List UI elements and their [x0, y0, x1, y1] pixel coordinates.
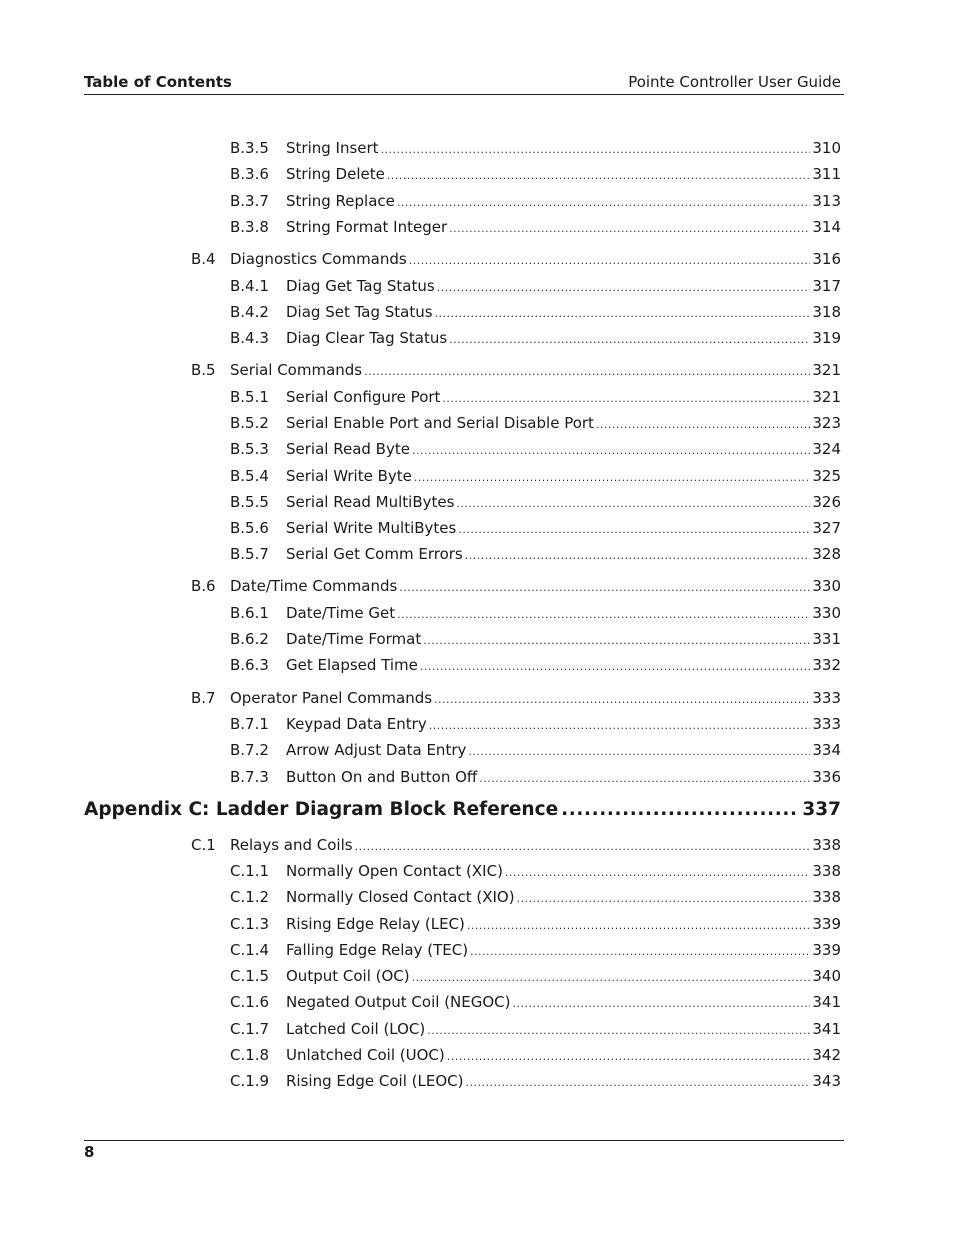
toc-entry[interactable]	[230, 886, 841, 908]
toc-entry-number: B.5	[191, 361, 216, 379]
toc-entry[interactable]	[230, 939, 841, 961]
toc-entry-number: B.7.2	[230, 741, 269, 759]
toc-entry-page: 338	[812, 862, 841, 880]
toc-entry-page: 314	[812, 218, 841, 236]
dot-leader	[449, 216, 810, 240]
toc-entry-page: 324	[812, 440, 841, 458]
toc-entry-title: Serial Write Byte	[286, 467, 412, 485]
toc-entry-page: 323	[812, 414, 841, 432]
toc-entry-number: B.6.3	[230, 656, 269, 674]
toc-entry-title: Rising Edge Relay (LEC)	[286, 915, 465, 933]
toc-entry-page: 318	[812, 303, 841, 321]
toc-entry-number: B.7.3	[230, 768, 269, 786]
toc-entry-number: B.4	[191, 250, 216, 268]
toc-entry-number: B.3.7	[230, 192, 269, 210]
toc-entry-number: C.1.7	[230, 1020, 270, 1038]
toc-entry-number: B.5.6	[230, 519, 269, 537]
dot-leader	[420, 654, 810, 678]
dot-leader	[442, 386, 810, 410]
toc-entry-number: B.6.2	[230, 630, 269, 648]
toc-entry-number: B.3.5	[230, 139, 269, 157]
toc-appendix-heading[interactable]	[84, 797, 841, 823]
toc-entry-page: 330	[812, 577, 841, 595]
toc-entry[interactable]	[230, 491, 841, 513]
toc-entry-number: C.1.4	[230, 941, 270, 959]
toc-entry-title: Serial Write MultiBytes	[286, 519, 457, 537]
dot-leader	[412, 965, 811, 989]
dot-leader	[465, 1070, 810, 1094]
toc-entry-page: 339	[812, 941, 841, 959]
toc-entry-page: 343	[812, 1072, 841, 1090]
toc-entry-number: B.3.8	[230, 218, 269, 236]
toc-entry-page: 341	[812, 993, 841, 1011]
dot-leader	[435, 301, 811, 325]
dot-leader	[355, 834, 811, 858]
toc-entry[interactable]	[230, 327, 841, 349]
toc-entry[interactable]	[230, 860, 841, 882]
toc-entry[interactable]	[230, 713, 841, 735]
toc-entry-page: 330	[812, 604, 841, 622]
toc-entry-page: 316	[812, 250, 841, 268]
toc-entry-page: 310	[812, 139, 841, 157]
toc-entry-page: 333	[812, 715, 841, 733]
toc-entry[interactable]	[191, 575, 841, 597]
toc-entry[interactable]	[191, 834, 841, 856]
toc-entry[interactable]	[230, 543, 841, 565]
dot-leader	[412, 438, 810, 462]
toc-entry-number: B.5.5	[230, 493, 269, 511]
toc-entry-page: 338	[812, 836, 841, 854]
toc-entry[interactable]	[191, 359, 841, 381]
toc-entry[interactable]	[230, 628, 841, 650]
toc-entry[interactable]	[230, 216, 841, 238]
toc-entry-page: 328	[812, 545, 841, 563]
toc-entry-page: 339	[812, 915, 841, 933]
toc-entry-title: Serial Get Comm Errors	[286, 545, 463, 563]
page-footer	[84, 1140, 844, 1161]
toc-entry[interactable]	[230, 1044, 841, 1066]
toc-entry-number: C.1.6	[230, 993, 270, 1011]
header-document-title: Pointe Controller User Guide	[628, 73, 841, 91]
dot-leader	[427, 1018, 810, 1042]
dot-leader	[409, 248, 811, 272]
dot-leader	[447, 1044, 811, 1068]
toc-entry-number: B.5.2	[230, 414, 269, 432]
toc-entry-title: Date/Time Commands	[230, 577, 398, 595]
dot-leader	[467, 913, 810, 937]
toc-entry[interactable]	[230, 517, 841, 539]
toc-entry-title: Normally Open Contact (XIC)	[286, 862, 503, 880]
toc-entry-page: 319	[812, 329, 841, 347]
toc-entry-page: 325	[812, 467, 841, 485]
appendix-title: Appendix C: Ladder Diagram Block Reference	[84, 799, 559, 820]
toc-entry[interactable]	[191, 248, 841, 270]
toc-entry-title: String Insert	[286, 139, 379, 157]
dot-leader	[561, 797, 799, 823]
dot-leader	[468, 739, 810, 763]
toc-entry-number: C.1.3	[230, 915, 270, 933]
toc-entry-title: Normally Closed Contact (XIO)	[286, 888, 515, 906]
dot-leader	[434, 687, 810, 711]
toc-entry-number: B.5.4	[230, 467, 269, 485]
toc-entry-number: B.4.1	[230, 277, 269, 295]
toc-entry-page: 313	[812, 192, 841, 210]
dot-leader	[397, 602, 810, 626]
toc-entry-number: C.1.2	[230, 888, 270, 906]
dot-leader	[456, 491, 810, 515]
toc-entry-page: 332	[812, 656, 841, 674]
toc-entry-page: 334	[812, 741, 841, 759]
toc-entry-number: C.1	[191, 836, 216, 854]
dot-leader	[517, 886, 811, 910]
toc-entry-title: Diag Set Tag Status	[286, 303, 433, 321]
toc-entry[interactable]	[230, 991, 841, 1013]
toc-entry-number: B.5.7	[230, 545, 269, 563]
toc-entry-title: Date/Time Get	[286, 604, 396, 622]
toc-entry[interactable]	[230, 1070, 841, 1092]
toc-entry-page: 336	[812, 768, 841, 786]
dot-leader	[414, 465, 811, 489]
toc-entry-page: 327	[812, 519, 841, 537]
toc-entry-title: Date/Time Format	[286, 630, 422, 648]
toc-entry-number: C.1.1	[230, 862, 270, 880]
appendix-page: 337	[802, 799, 841, 820]
toc-entry-page: 331	[812, 630, 841, 648]
toc-entry-title: Output Coil (OC)	[286, 967, 410, 985]
toc-entry-title: Button On and Button Off	[286, 768, 478, 786]
dot-leader	[387, 163, 811, 187]
toc-entry-page: 317	[812, 277, 841, 295]
dot-leader	[364, 359, 810, 383]
toc-entry-number: C.1.5	[230, 967, 270, 985]
toc-entry-title: Serial Commands	[230, 361, 363, 379]
toc-entry-number: B.4.3	[230, 329, 269, 347]
dot-leader	[429, 713, 811, 737]
dot-leader	[458, 517, 810, 541]
toc-entry-page: 333	[812, 689, 841, 707]
toc-entry[interactable]	[230, 766, 841, 788]
toc-entry[interactable]	[191, 687, 841, 709]
toc-entry-page: 342	[812, 1046, 841, 1064]
toc-entry-page: 338	[812, 888, 841, 906]
toc-entry[interactable]	[230, 190, 841, 212]
toc-entry[interactable]	[230, 301, 841, 323]
toc-entry[interactable]	[230, 913, 841, 935]
toc-entry[interactable]	[230, 412, 841, 434]
toc-entry-title: Serial Read MultiBytes	[286, 493, 455, 511]
toc-entry[interactable]	[230, 438, 841, 460]
toc-entry-number: C.1.8	[230, 1046, 270, 1064]
toc-entry-number: B.7.1	[230, 715, 269, 733]
toc-entry-title: Unlatched Coil (UOC)	[286, 1046, 445, 1064]
toc-entry-number: B.5.3	[230, 440, 269, 458]
toc-entry-title: Falling Edge Relay (TEC)	[286, 941, 469, 959]
dot-leader	[437, 275, 811, 299]
dot-leader	[479, 766, 810, 790]
toc-entry-page: 326	[812, 493, 841, 511]
dot-leader	[596, 412, 810, 436]
dot-leader	[465, 543, 811, 567]
toc-entry-title: String Delete	[286, 165, 385, 183]
toc-entry-page: 311	[812, 165, 841, 183]
toc-entry-page: 321	[812, 388, 841, 406]
toc-entry-number: C.1.9	[230, 1072, 270, 1090]
toc-entry-title: Relays and Coils	[230, 836, 353, 854]
toc-entry[interactable]	[230, 739, 841, 761]
dot-leader	[470, 939, 810, 963]
toc-entry[interactable]	[230, 1018, 841, 1040]
toc-entry[interactable]	[230, 137, 841, 159]
toc-entry[interactable]	[230, 465, 841, 487]
toc-entry-number: B.5.1	[230, 388, 269, 406]
dot-leader	[423, 628, 810, 652]
toc-entry-number: B.3.6	[230, 165, 269, 183]
toc-entry-number: B.6.1	[230, 604, 269, 622]
toc-entry[interactable]	[230, 386, 841, 408]
toc-entry-number: B.6	[191, 577, 216, 595]
toc-entry-title: String Replace	[286, 192, 395, 210]
toc-entry-title: Diag Get Tag Status	[286, 277, 435, 295]
toc-entry-title: Latched Coil (LOC)	[286, 1020, 426, 1038]
toc-entry-title: Serial Enable Port and Serial Disable Port	[286, 414, 594, 432]
footer-page-number: 8	[84, 1143, 95, 1161]
toc-entry-page: 321	[812, 361, 841, 379]
dot-leader	[513, 991, 811, 1015]
dot-leader	[505, 860, 810, 884]
toc-entry[interactable]	[230, 163, 841, 185]
dot-leader	[381, 137, 811, 161]
toc-entry-title: Rising Edge Coil (LEOC)	[286, 1072, 464, 1090]
toc-entry-title: Negated Output Coil (NEGOC)	[286, 993, 511, 1011]
toc-entry-title: Arrow Adjust Data Entry	[286, 741, 467, 759]
toc-entry-title: String Format Integer	[286, 218, 448, 236]
dot-leader	[397, 190, 810, 214]
toc-entry[interactable]	[230, 602, 841, 624]
toc-entry-title: Operator Panel Commands	[230, 689, 433, 707]
toc-entry-page: 341	[812, 1020, 841, 1038]
toc-entry-title: Get Elapsed Time	[286, 656, 418, 674]
dot-leader	[449, 327, 810, 351]
toc-entry[interactable]	[230, 654, 841, 676]
toc-entry-title: Serial Read Byte	[286, 440, 410, 458]
toc-entry-title: Serial Configure Port	[286, 388, 441, 406]
toc-entry-title: Keypad Data Entry	[286, 715, 427, 733]
toc-entry-number: B.4.2	[230, 303, 269, 321]
toc-entry-title: Diagnostics Commands	[230, 250, 407, 268]
toc-entry-page: 340	[812, 967, 841, 985]
toc-entry-number: B.7	[191, 689, 216, 707]
toc-entry-title: Diag Clear Tag Status	[286, 329, 448, 347]
header-section-title: Table of Contents	[84, 73, 232, 91]
toc-entry[interactable]	[230, 965, 841, 987]
dot-leader	[399, 575, 810, 599]
toc-entry[interactable]	[230, 275, 841, 297]
